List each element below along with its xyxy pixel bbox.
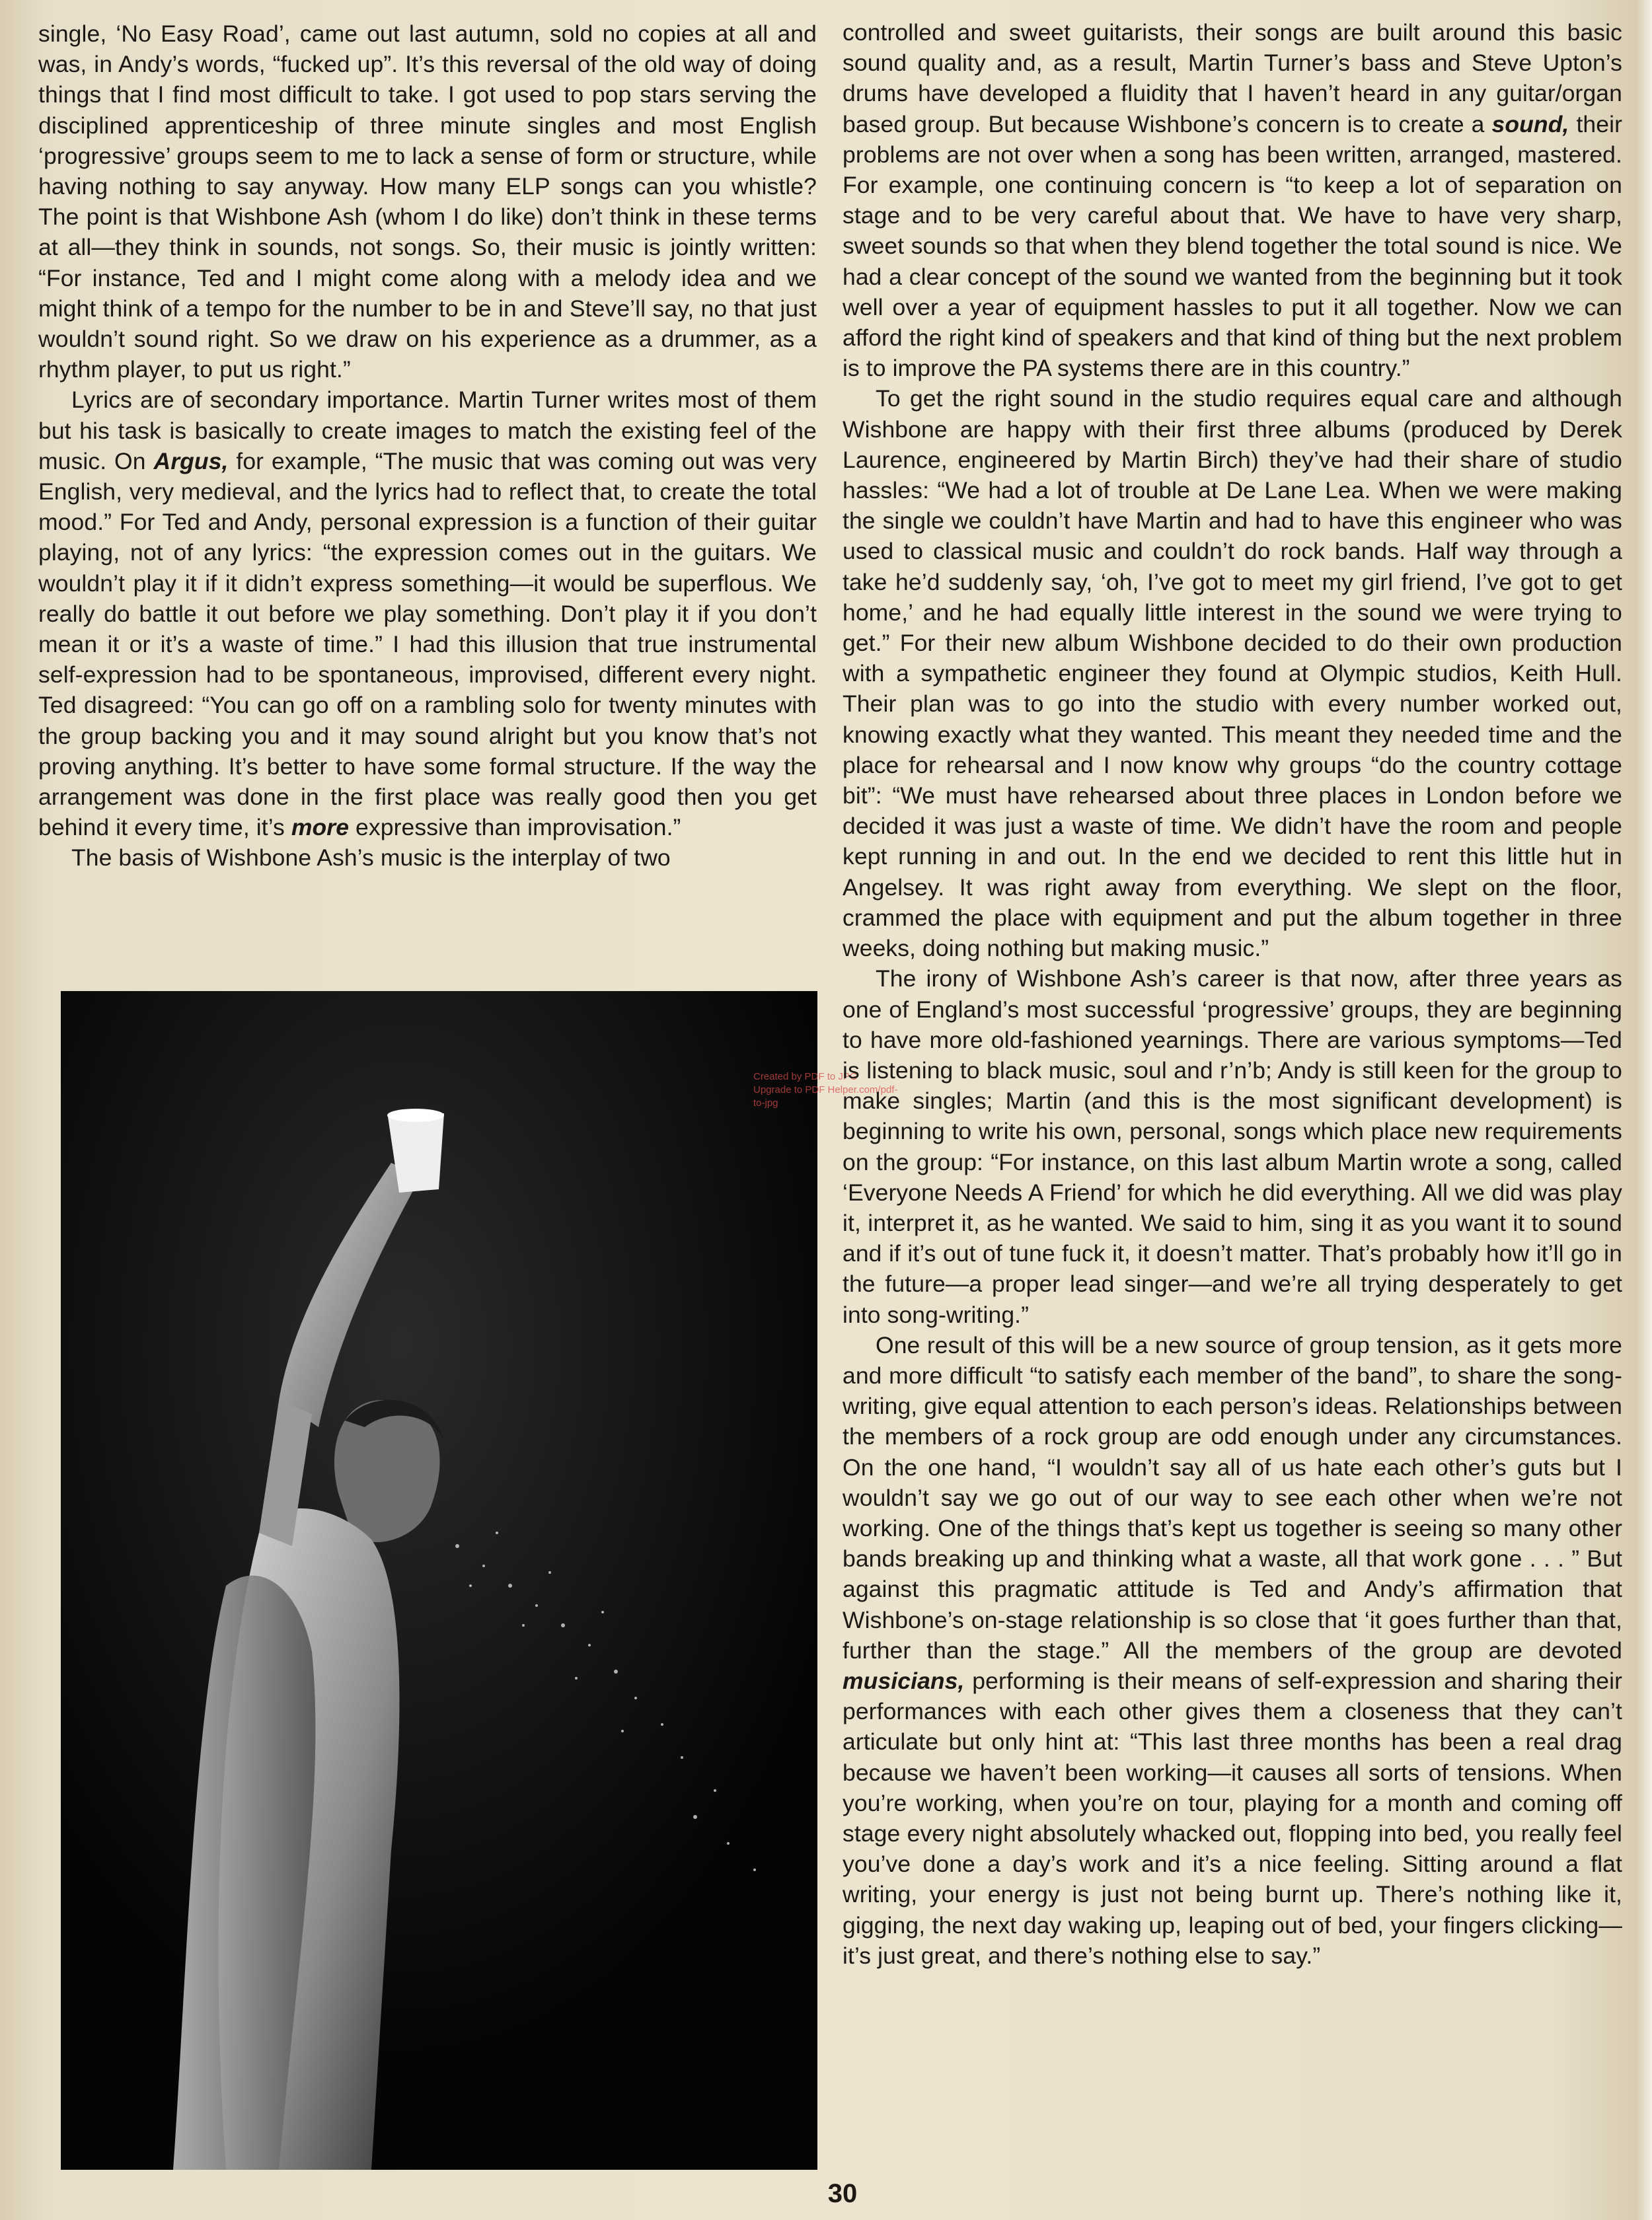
left-text-column [38,18,817,873]
text-run: performing is their means of self-expression and sharing their performances with each other gives them a closeness that they can’t articulate but only hint at: “This last three months has been a real drag because we haven’t been working—it causes all sorts of tensions. When you’re working, when you’re on tour, playing for a month and coming off stage every night absolutely whacked out, flopping into bed, you really feel you’ve done a day’s work and it’s a nice feeling. Sitting around a flat writing, your energy is just not being burnt up. There’s nothing like it, gigging, the next day waking up, leaping out of bed, your fingers clicking—it’s just great, and there’s nothing else to say.” [843,1667,1622,1969]
emphasis-text: more [291,814,350,841]
text-run: for example, “The music that was coming out was very English, very medieval, and the lyrics had to reflect that, to create the total mood.” For Ted and Andy, personal expression is a function of their guitar playing, not of any lyrics: “the expression comes out in the guitars. We wouldn’t play it if it didn’t express something—it would be superflous. We really do battle it out before we play something. Don’t play it if you don’t mean it or it’s a waste of time.” I had this illusion that true instrumental self-expression had to be spontaneous, improvised, different every night. Ted disagreed: “You can go off on a rambling solo for twenty minutes with the group backing you and it may sound alright but you know that’s not proving anything. It’s better to have some formal structure. If the way the arrangement was done in the first place was really good then you get behind it every time, it’s [38,447,817,841]
page-edge [1636,0,1652,2220]
emphasis-text: musicians, [843,1667,965,1694]
photo-illustration [61,991,817,2170]
paragraph [843,17,1622,383]
text-run: One result of this will be a new source of group tension, as it gets more and more difficult “to satisfy each member of the band”, to share the song-writing, give equal attention to each person’s ideas. Relationships between the members of a rock group are odd enough under any circumstances. On the one hand, “I wouldn’t say all of us hate each other’s guts but I wouldn’t say we go out of our way to see each other when we’re not working. One of the things that’s kept us together is seeing so many other bands breaking up and thinking what a waste, all that work gone . . . ” But against this pragmatic attitude is Ted and Andy’s affirmation that Wishbone’s on-stage relationship is so close that ‘it goes further than that, further than the stage.” All the members of the group are devoted [843,1331,1622,1664]
text-run: their problems are not over when a song has been written, arranged, mastered. For example, one continuing concern is “to keep a lot of separation on stage and to be very careful about that. We have to have very sharp, sweet sounds so that when they blend together the total sound is nice. We had a clear concept of the sound we wanted from the beginning but it took well over a year of equipment hassles to put it all together. Now we can afford the right kind of speakers and that kind of thing but the next problem is to improve the PA systems there are in this country.” [843,110,1623,382]
text-run: controlled and sweet guitarists, their songs are built around this basic sound quality and, as a result, Martin Turner’s bass and Steve Upton’s drums have developed a fluidity that I haven’t heard in any guitar/organ based group. But because Wishbone’s concern is to create a [843,19,1622,137]
paragraph [843,1330,1622,1971]
right-text-column [843,17,1622,1971]
text-run: To get the right sound in the studio requires equal care and although Wishbone are happy with their first three albums (produced by Derek Laurence, engineered by Martin Birch) they’ve had their share of studio hassles: “We had a lot of trouble at De Lane Lea. When we were making the single we couldn’t have Martin and had to have this engineer who was used to classical music and couldn’t do rock bands. Half way through a take he’d suddenly say, ‘oh, I’ve got to meet my girl friend, I’ve got to get home,’ and he had equally little interest in the sound we were trying to get.” For their new album Wishbone decided to do their own production with a sympathetic engineer they found at Olympic studios, Keith Hull. Their plan was to go into the studio with every number worked out, knowing exactly what they wanted. This meant they needed time and the place for rehearsal and I now know why groups “do the country cottage bit”: “We must have rehearsed about three places in London before we decided it was just a waste of time. We didn’t have the room and people kept running in and out. In the end we decided to rent this little hut in Angelsey. It was right away from everything. We slept on the floor, crammed the place with equipment and put the album together in three weeks, doing nothing but making music.” [843,385,1622,962]
watermark-line-1: Created by PDF to JPG [753,1071,858,1082]
watermark-line-2: Upgrade to PDF Helper.com/pdf-to-jpg [753,1084,898,1109]
text-run: The basis of Wishbone Ash’s music is the interplay of two [71,844,671,871]
paragraph [843,383,1622,963]
paragraph [843,963,1622,1329]
emphasis-text: sound, [1491,110,1569,137]
page-number: 30 [827,2179,858,2208]
text-run: Lyrics are of secondary importance. Martin Turner writes most of them but his task is basically to create images to match the existing feel of the music. On [38,387,817,474]
concert-photo [61,991,817,2170]
emphasis-text: Argus, [153,447,229,474]
paragraph [38,842,817,873]
paragraph [38,385,817,842]
text-run: single, ‘No Easy Road’, came out last autumn, sold no copies at all and was, in Andy’s words, “fucked up”. It’s this reversal of the old way of doing things that I find most difficult to take. I got used to pop stars serving the disciplined apprenticeship of three minute singles and most English ‘progressive’ groups seem to me to lack a sense of form or structure, while having nothing to say anyway. How many ELP songs can you whistle? The point is that Wishbone Ash (whom I do like) don’t think in these terms at all—they think in sounds, not songs. So, their music is jointly written: “For instance, Ted and I might come along with a melody idea and we might think of a tempo for the number to be in and Steve’ll say, no that just wouldn’t sound right. So we draw on his experience as a drummer, as a rhythm player, to put us right.” [38,20,817,383]
text-run: The irony of Wishbone Ash’s career is that now, after three years as one of England’s most successful ‘progressive’ groups, they are beginning to have more old-fashioned yearnings. There are various symptoms—Ted is listening to black music, soul and r’n’b; Andy is still keen for the group to make singles; Martin (and this is the most significant development) is beginning to write his own, personal, songs which place new requirements on the group: “For instance, on this last album Martin wrote a song, called ‘Everyone Needs A Friend’ for which he did everything. All we did was play it, interpret it, as he wanted. We said to him, sing it as you want it to sound and if it’s out of tune fuck it, it doesn’t matter. That’s probably how it’ll go in the future—a proper lead singer—and we’re all trying desperately to get into song-writing.” [843,965,1622,1328]
text-run: expressive than improvisation.” [349,814,681,841]
paragraph [38,18,817,385]
